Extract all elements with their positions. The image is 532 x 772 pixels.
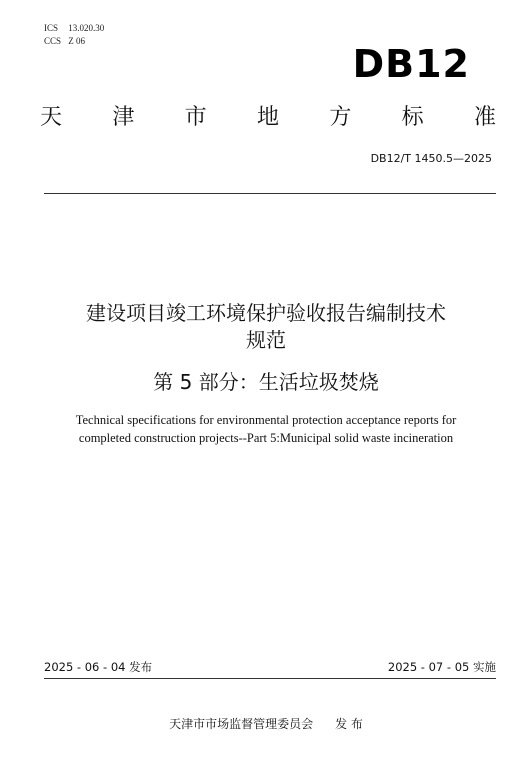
standard-type-char: 地 xyxy=(256,105,279,130)
english-title-line-2: completed construction projects--Part 5:Municipal solid waste incineration xyxy=(78,431,454,445)
publisher-name: 天津市市场监督管理委员会 xyxy=(169,717,314,731)
standard-number: DB12/T 1450.5—2025 xyxy=(370,152,492,165)
publisher-line xyxy=(0,715,532,732)
top-divider xyxy=(44,193,496,194)
ics-label: ICS xyxy=(44,23,59,33)
ics-code-row xyxy=(44,22,104,35)
ics-value: 13.020.30 xyxy=(68,23,105,33)
standard-type-char: 方 xyxy=(329,105,352,130)
implementation-date: 2025 - 07 - 05 实施 xyxy=(387,660,496,674)
chinese-title-line-1: 建设项目竣工环境保护验收报告编制技术 xyxy=(86,301,446,325)
standard-type-char: 津 xyxy=(112,105,135,130)
classification-codes xyxy=(44,22,104,48)
chinese-title xyxy=(30,300,502,354)
english-title-line-1: Technical specifications for environmental protection acceptance reports for xyxy=(75,413,457,427)
standard-type-char: 准 xyxy=(473,105,496,130)
bottom-divider xyxy=(44,678,496,679)
english-title xyxy=(40,411,492,447)
standard-type-char: 天 xyxy=(40,105,63,130)
db12-logo: DB12 xyxy=(352,42,470,86)
ccs-label: CCS xyxy=(44,36,62,46)
standard-type-char: 市 xyxy=(184,105,207,130)
ccs-value: Z 06 xyxy=(68,36,85,46)
part-title: 第 5 部分：生活垃圾焚烧 xyxy=(153,370,379,394)
chinese-title-line-2: 规范 xyxy=(246,328,286,352)
ccs-code-row xyxy=(44,35,104,48)
standard-type-char: 标 xyxy=(401,105,424,130)
publish-word: 发 布 xyxy=(335,717,363,731)
issue-date: 2025 - 06 - 04 发布 xyxy=(44,660,153,674)
standard-type-heading xyxy=(40,104,496,132)
